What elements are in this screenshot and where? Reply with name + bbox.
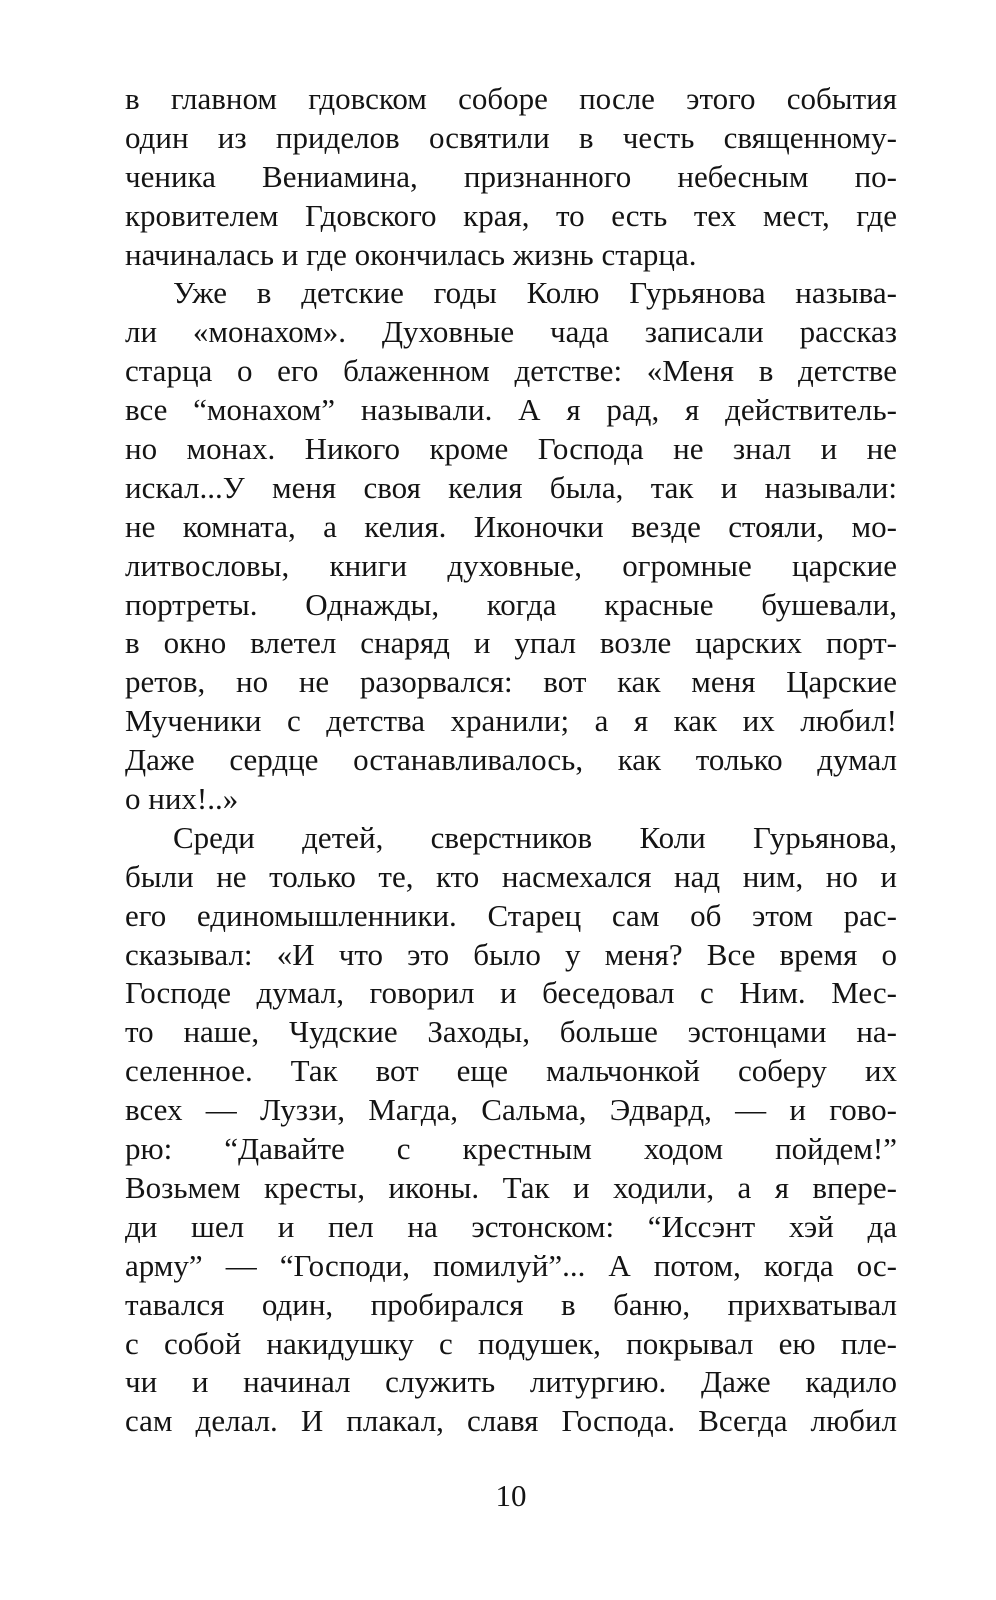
text-line: рю: “Давайте с крестным ходом пойдем!” (125, 1131, 897, 1167)
text-line: ли «монахом». Духовные чада записали рассказ (125, 314, 897, 350)
text-line: в главном гдовском соборе после этого события (125, 81, 897, 116)
body-text (125, 80, 897, 1441)
text-line: Даже сердце останавливалось, как только думал (125, 742, 897, 778)
text-line: были не только те, кто насмехался над ним, но и (125, 858, 897, 894)
text-line: селенное. Так вот еще мальчонкой соберу их (125, 1053, 897, 1089)
text-line: тавался один, пробирался в баню, прихватывал (125, 1286, 897, 1322)
text-line: ди шел и пел на эстонском: “Иссэнт хэй да (125, 1208, 897, 1244)
text-line: его единомышленники. Старец сам об этом рас- (125, 897, 897, 933)
text-line: Господе думал, говорил и беседовал с Ним. Мес- (125, 975, 897, 1011)
text-line: начиналась и где окончилась жизнь старца. (125, 236, 697, 272)
text-line: сказывал: «И что это было у меня? Все время о (125, 936, 897, 972)
text-line: арму” — “Господи, помилуй”... А потом, когда ос- (125, 1247, 897, 1283)
text-line: сам делал. И плакал, славя Господа. Всегда любил (125, 1403, 897, 1439)
text-line: старца о его блаженном детстве: «Меня в детстве (125, 353, 897, 389)
text-line: но монах. Никого кроме Господа не знал и не (125, 431, 897, 467)
text-line: искал...У меня своя келия была, так и называли: (125, 469, 897, 505)
text-line: Среди детей, сверстников Коли Гурьянова, (173, 819, 897, 855)
text-line: Мученики с детства хранили; а я как их любил! (125, 703, 897, 739)
text-line: чи и начинал служить литургию. Даже кадило (125, 1364, 897, 1400)
text-line: кровителем Гдовского края, то есть тех мест, где (125, 197, 897, 233)
text-line: Уже в детские годы Колю Гурьянова называ- (173, 275, 897, 311)
text-line: Возьмем кресты, иконы. Так и ходили, а я впере- (125, 1169, 897, 1205)
page-number: 10 (495, 1478, 527, 1513)
text-line: то наше, Чудские Заходы, больше эстонцами на- (125, 1014, 897, 1050)
text-line: с собой накидушку с подушек, покрывал ею пле- (125, 1325, 897, 1361)
text-line: все “монахом” называли. А я рад, я действитель- (125, 392, 897, 428)
text-line: один из приделов освятили в честь священному- (125, 119, 897, 155)
text-line: в окно влетел снаряд и упал возле царских порт- (125, 625, 897, 661)
text-line: портреты. Однажды, когда красные бушевали, (125, 586, 897, 622)
text-line: ченика Вениамина, признанного небесным по- (125, 158, 897, 194)
text-line: литвословы, книги духовные, огромные царские (125, 547, 897, 583)
text-line: не комната, а келия. Иконочки везде стояли, мо- (125, 508, 897, 544)
text-line: всех — Луззи, Магда, Сальма, Эдвард, — и гово- (125, 1092, 897, 1128)
text-line: о них!..» (125, 781, 239, 817)
text-line: ретов, но не разорвался: вот как меня Царские (125, 664, 897, 700)
